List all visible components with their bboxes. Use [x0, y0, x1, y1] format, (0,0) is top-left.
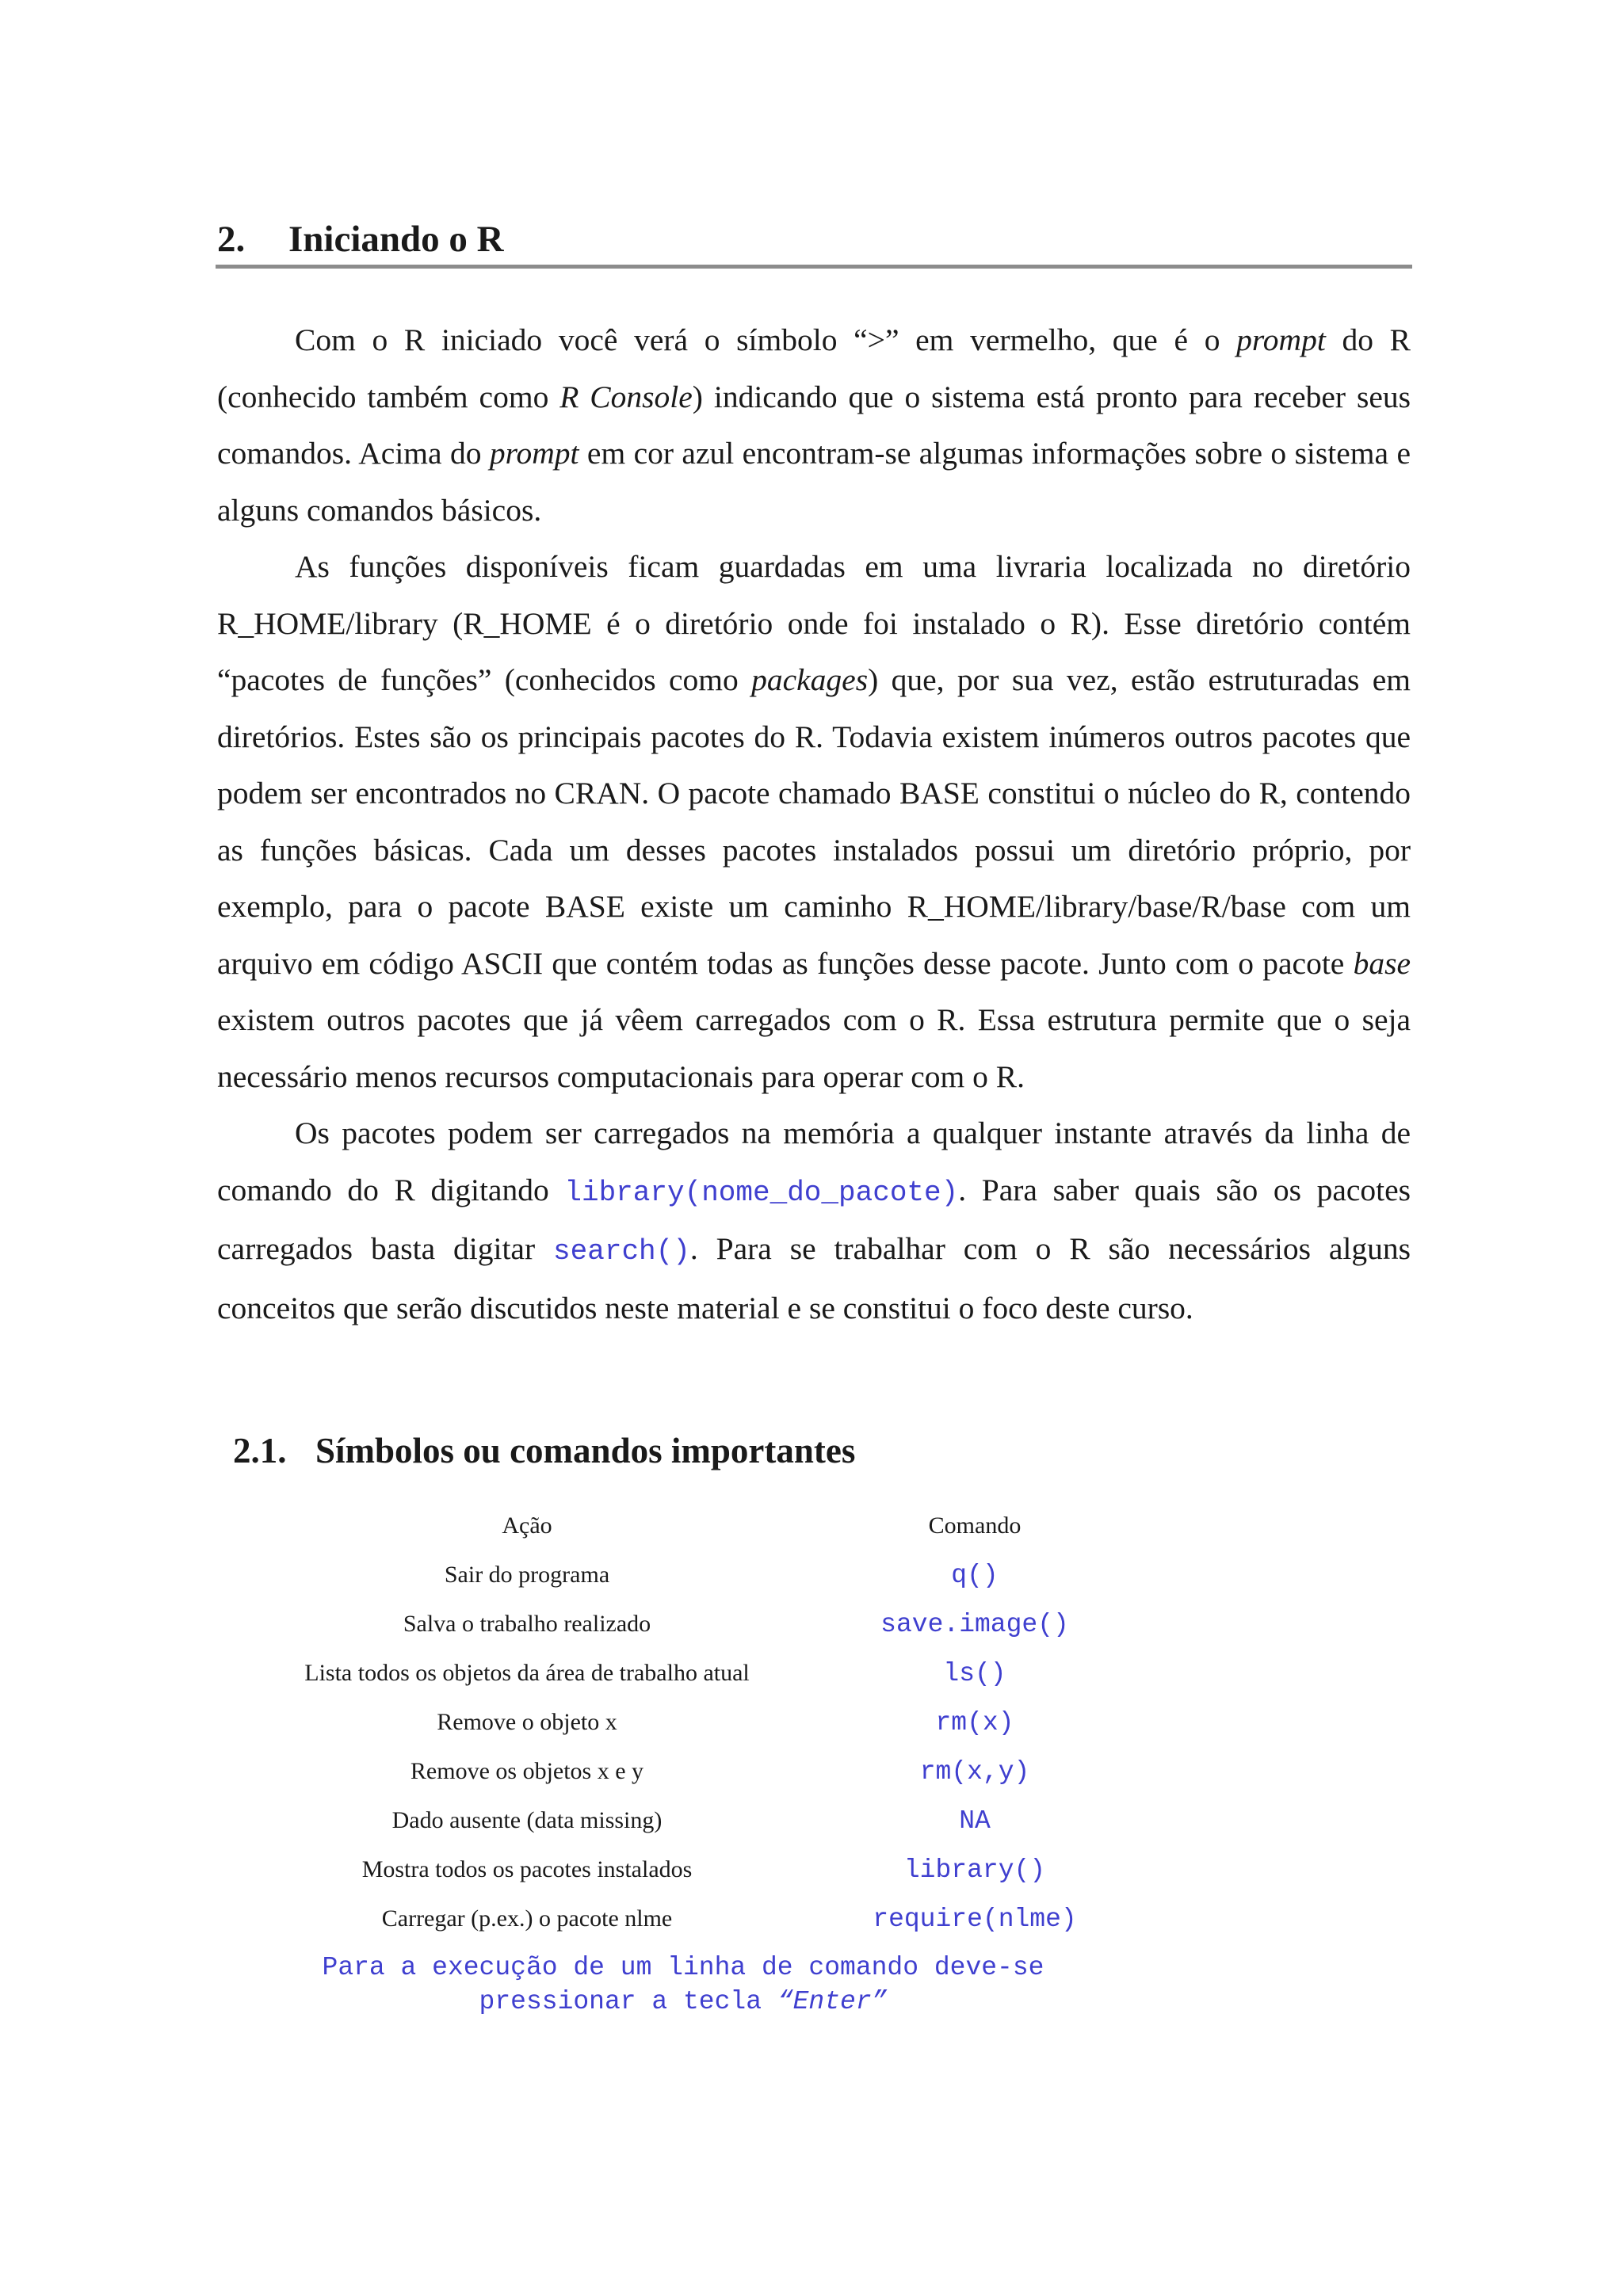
row-command: rm(x): [935, 1707, 1014, 1737]
table-row: [262, 1845, 1157, 1894]
table-header-row: [262, 1501, 1157, 1550]
row-command: require(nlme): [873, 1904, 1077, 1934]
code-search: search(): [553, 1235, 690, 1268]
table-row: [262, 1698, 1157, 1747]
note-line-2: [295, 1985, 1071, 2019]
row-command: NA: [959, 1806, 991, 1836]
commands-table: [262, 1501, 1157, 1943]
p1-text-c: do R (conhecido também como: [217, 322, 1411, 414]
paragraph-3: [217, 1105, 1411, 1337]
heading-rule: [216, 265, 1412, 269]
section-heading: [217, 215, 1412, 263]
p1-text-a: Com o R iniciado você verá o símbolo “>” em vermelho, que é o: [295, 322, 1237, 357]
body-text: [217, 312, 1411, 1337]
row-command: save.image(): [880, 1609, 1069, 1639]
row-command: q(): [951, 1560, 999, 1590]
p2-text-a: As funções disponíveis ficam guardadas em uma livraria localizada no diretório R_HOME/library (R_HOME é o diretório onde foi instalado o R). Esse diretório contém “pacotes de funções” (conhecidos como: [217, 549, 1411, 697]
note-enter-key: “Enter”: [777, 1987, 888, 2016]
section-number: 2.: [217, 219, 246, 260]
table-row: [262, 1649, 1157, 1698]
p1-italic-prompt-2: prompt: [489, 436, 579, 471]
table-row: [262, 1550, 1157, 1600]
table-row: [262, 1747, 1157, 1796]
p2-italic-packages: packages: [751, 662, 869, 697]
note-line-2-text: pressionar a tecla: [479, 1987, 777, 2016]
p2-text-e: existem outros pacotes que já vêem carregados com o R. Essa estrutura permite que o seja necessário menos recursos computacionais para operar com o R.: [217, 1002, 1411, 1094]
row-action: Lista todos os objetos da área de trabalho atual: [304, 1660, 750, 1686]
p2-italic-base: base: [1353, 945, 1411, 981]
row-action: Remove os objetos x e y: [410, 1758, 644, 1784]
p3-text-a: Os pacotes podem ser carregados na memória a qualquer instante através da linha de comando do R digitando: [217, 1116, 1411, 1207]
note-line-1: Para a execução de um linha de comando deve-se: [322, 1953, 1044, 1982]
p1-text-g: em cor azul encontram-se algumas informações sobre o sistema e alguns comandos básicos.: [217, 436, 1411, 528]
p3-text-b: . Para saber quais são os pacotes carregados basta digitar: [217, 1172, 1411, 1266]
code-library: library(nome_do_pacote): [564, 1176, 959, 1209]
p1-text-e: ) indicando que o sistema está pronto para receber seus comandos. Acima do: [217, 379, 1411, 471]
p2-text-c: ) que, por sua vez, estão estruturadas em diretórios. Estes são os principais pacotes do R. Todavia existem inúmeros outros pacotes que podem ser encontrados no CRAN. O pacote chamado BASE constitui o núcleo do R, contendo as funções básicas. Cada um desses pacotes instalados possui um diretório próprio, por exemplo, para o pacote BASE existe um caminho R_HOME/library/base/R/base com um arquivo em código ASCII que contém todas as funções desse pacote. Junto com o pacote: [217, 662, 1411, 981]
row-action: Dado ausente (data missing): [391, 1807, 663, 1833]
table-row: [262, 1796, 1157, 1845]
header-command: Comando: [928, 1512, 1022, 1539]
table-row: [262, 1894, 1157, 1943]
row-action: Mostra todos os pacotes instalados: [361, 1856, 693, 1882]
enter-note: [295, 1951, 1071, 2019]
row-command: library(): [903, 1855, 1046, 1885]
subsection-number: 2.1.: [233, 1431, 287, 1470]
paragraph-1: [217, 312, 1411, 539]
row-command: rm(x,y): [919, 1756, 1030, 1787]
row-action: Sair do programa: [444, 1562, 610, 1588]
header-action: Ação: [502, 1512, 552, 1539]
row-action: Carregar (p.ex.) o pacote nlme: [381, 1905, 673, 1932]
row-action: Salva o trabalho realizado: [403, 1611, 651, 1637]
row-action: Remove o objeto x: [437, 1709, 617, 1735]
table-row: [262, 1600, 1157, 1649]
paragraph-2: [217, 539, 1411, 1105]
p3-text-c: . Para se trabalhar com o R são necessários alguns conceitos que serão discutidos neste material e se constitui o foco deste curso.: [217, 1231, 1411, 1325]
section-title: Iniciando o R: [288, 219, 504, 260]
subsection-heading: [233, 1428, 1342, 1474]
subsection-title: Símbolos ou comandos importantes: [315, 1431, 856, 1470]
row-command: ls(): [943, 1658, 1006, 1688]
p1-italic-prompt: prompt: [1236, 322, 1326, 357]
p1-italic-console: R Console: [559, 379, 693, 414]
